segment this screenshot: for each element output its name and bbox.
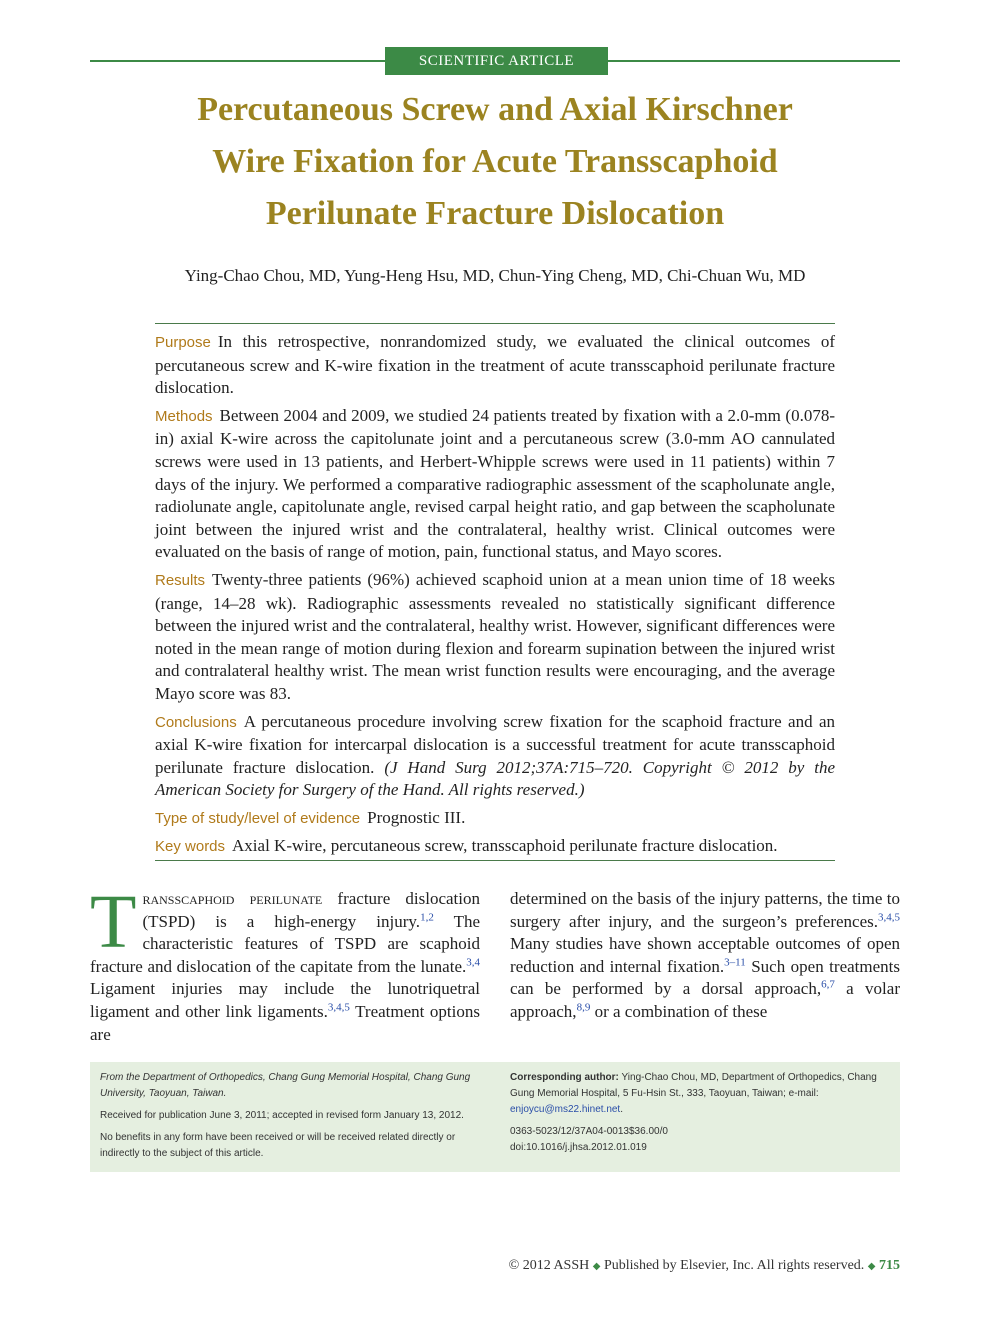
reference-link[interactable]: 1,2 [420, 910, 434, 923]
header-rule-left [90, 60, 385, 62]
body-text: fracture dislocation (TSPD) is a high-energy injury. [142, 889, 480, 931]
section-label: SCIENTIFIC ARTICLE [385, 47, 608, 75]
lead-in: ransscaphoid perilunate [142, 889, 323, 908]
reference-link[interactable]: 6,7 [821, 978, 835, 991]
body-text: Such open treatments can be performed by a dorsal approach, [510, 956, 900, 999]
body-text: Treatment options are [90, 1001, 480, 1044]
abstract-top-rule [155, 323, 835, 324]
benefits-note: No benefits in any form have been received or will be received related directly or indirectly to the subject of this article. [100, 1132, 456, 1159]
purpose-text: In this retrospective, nonrandomized study, we evaluated the clinical outcomes of percutaneous screw and K-wire fixation in the treatment of acute transscaphoid perilunate fracture dislocation. [155, 332, 835, 398]
copyright-text: © 2012 ASSH [508, 1258, 590, 1273]
methods-heading: Methods [155, 407, 213, 425]
diamond-icon: ◆ [592, 1261, 601, 1272]
results-heading: Results [155, 571, 206, 589]
methods-text: Between 2004 and 2009, we studied 24 patients treated by fixation with a 2.0-mm (0.078-in) axial K-wire across the capitolunate joint and a percutaneous screw (3.0-mm AO cannulated screws were used in 13 patients, and Herbert-Whipple screws were used in 11 patients) within 7 days of the injury. We performed a comparative radiographic assessment of the scapholunate angle, radiolunate angle, capitolunate angle, revised carpal height ratio, and gap between the scapholunate joint between the injured wrist and the contralateral, healthy wrist. Clinical outcomes were evaluated on the basis of range of motion, pain, functional status, and Mayo scores. [155, 405, 835, 562]
author-list: Ying-Chao Chou, MD, Yung-Heng Hsu, MD, Chun-Ying Cheng, MD, Chi-Chuan Wu, MD [184, 266, 806, 285]
body-text: or a combination of these [590, 1001, 768, 1021]
corresponding-author-note [510, 1070, 895, 1118]
citation-text: (J Hand Surg 2012;37A:715–720. Copyright © 2012 by the American Society for Surgery of the Hand. All rights reserved.) [155, 757, 835, 800]
keywords-heading: Key words [155, 838, 226, 856]
results-text: Twenty-three patients (96%) achieved scaphoid union at a mean union time of 18 weeks (range, 14–28 wk). Radiographic assessments revealed no statistically significant difference between the injured wrist and the contralateral, healthy wrist. However, significant differences were noted in the mean range of motion during flexion and forearm supination between the injured wrist and contralateral healthy wrist. The mean wrist function results were encouraging, and the average Mayo score was 83. [155, 569, 835, 703]
reference-link[interactable]: 3,4 [466, 956, 480, 969]
body-text: Ligament injuries may include the lunotriquetral ligament and other link ligaments. [90, 979, 480, 1021]
issn-note: 0363-5023/12/37A04-0013$36.00/0 [510, 1126, 668, 1137]
reference-link[interactable]: 3,4,5 [327, 1001, 350, 1014]
footnote-left [100, 1070, 480, 1168]
abstract-study-type [155, 807, 835, 831]
conclusions-heading: Conclusions [155, 713, 237, 731]
page-number: 715 [879, 1258, 900, 1273]
body-text: The characteristic features of TSPD are scaphoid fracture and dislocation of the capitate from the lunate. [90, 911, 481, 976]
body-column-right [510, 888, 900, 1024]
abstract-keywords [155, 835, 835, 859]
header-rule-right [608, 60, 900, 62]
corresponding-text: Ying-Chao Chou, MD, Department of Orthopedics, Chang Gung Memorial Hospital, 5 Fu-Hsin St., 333, Taoyuan, Taiwan; e-mail: [510, 1072, 877, 1099]
keywords-text: Axial K-wire, percutaneous screw, transscaphoid perilunate fracture dislocation. [232, 836, 778, 856]
doi-note: doi:10.1016/j.jhsa.2012.01.019 [510, 1142, 647, 1153]
body-text: a volar approach, [510, 979, 900, 1021]
footnote-right [510, 1070, 895, 1162]
reference-link[interactable]: 8,9 [576, 1001, 591, 1014]
abstract-bottom-rule [155, 860, 835, 861]
page-footer [480, 1258, 900, 1274]
title-line-1: Percutaneous Screw and Axial Kirschner [197, 91, 793, 128]
title-line-2: Wire Fixation for Acute Transscaphoid [212, 143, 778, 180]
diamond-icon: ◆ [867, 1261, 876, 1272]
abstract-methods [155, 405, 835, 564]
reference-link[interactable]: 3,4,5 [878, 910, 900, 923]
purpose-heading: Purpose [155, 334, 211, 351]
study-type-heading: Type of study/level of evidence [155, 809, 361, 827]
received-note: Received for publication June 3, 2011; accepted in revised form January 13, 2012. [100, 1110, 464, 1121]
affiliation-note: From the Department of Orthopedics, Chang Gung Memorial Hospital, Chang Gung University, Taoyuan, Taiwan. [100, 1072, 471, 1099]
drop-cap: T [90, 880, 137, 964]
title-line-3: Perilunate Fracture Dislocation [265, 195, 725, 232]
abstract [155, 331, 835, 864]
corresponding-end: . [620, 1104, 623, 1115]
study-type-text: Prognostic III. [367, 807, 466, 827]
abstract-conclusions [155, 711, 835, 802]
body-text: determined on the basis of the injury patterns, the time to surgery after injury, and the surgeon’s preferences. [510, 889, 900, 931]
body-text: Many studies have shown acceptable outcomes of open reduction and internal fixation. [510, 934, 900, 976]
article-title [120, 84, 870, 240]
body-column-left [90, 880, 481, 1046]
publisher-text: Published by Elsevier, Inc. All rights reserved. [603, 1258, 865, 1273]
conclusions-text: A percutaneous procedure involving screw fixation for the scaphoid fracture and an axial K-wire fixation for intercarpal dislocation is a successful treatment for acute transscaphoid perilunate fracture dislocation. [155, 711, 835, 777]
email-link[interactable]: enjoycu@ms22.hinet.net [510, 1104, 621, 1115]
abstract-purpose [155, 331, 835, 400]
abstract-results [155, 569, 835, 706]
reference-link[interactable]: 3–11 [724, 956, 746, 969]
corresponding-heading: Corresponding author: [510, 1072, 619, 1083]
